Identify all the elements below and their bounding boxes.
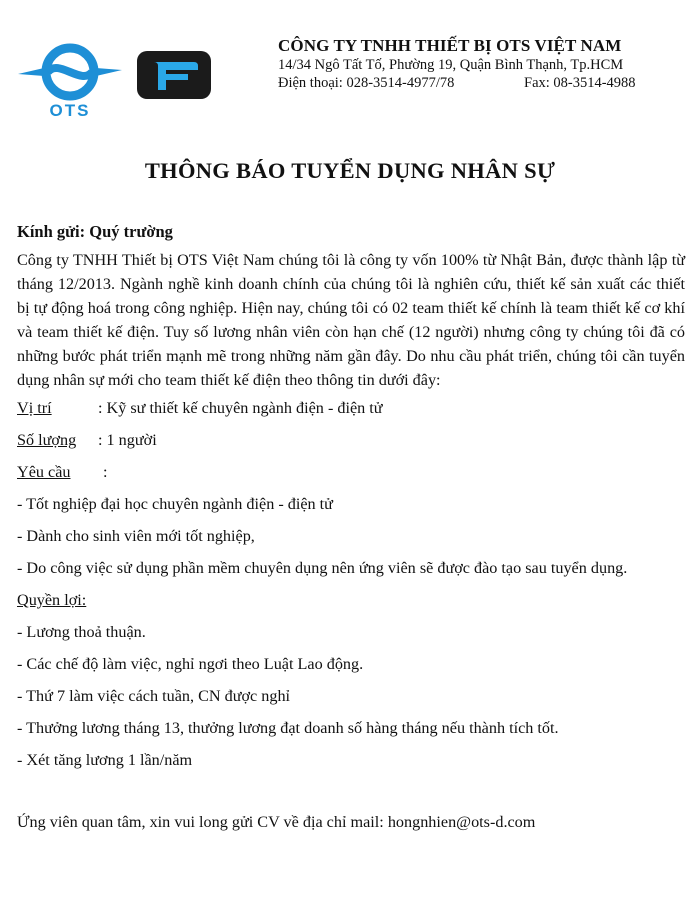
contact-line (278, 74, 678, 92)
benefit-item: - Lương thoả thuận. (17, 623, 146, 641)
logo-group (14, 40, 214, 120)
ots-logo-text: OTS (49, 101, 91, 120)
requirement-item: - Do công việc sử dụng phần mềm chuyên dụng nên ứng viên sẽ được đào tạo sau tuyển dụng. (17, 559, 628, 577)
company-fax: Fax: 08-3514-4988 (524, 75, 636, 91)
intro-paragraph: Công ty TNHH Thiết bị OTS Việt Nam chúng tôi là công ty vốn 100% từ Nhật Bản, được thành lập từ tháng 12/2013. Ngành nghề kinh doanh chính của chúng tôi là nghiên cứu, thiết kế sản xuất các thiết bị tự động hoá trong công nghiệp. Hiện nay, chúng tôi có 02 team thiết kế chính là team thiết kế cơ khí và team thiết kế điện. Tuy số lương nhân viên còn hạn chế (12 người) nhưng công ty chúng tôi đã có những bước phát triển mạnh mẽ trong những năm gần đây. Do nhu cầu phát triển, chúng tôi cần tuyển dụng nhân sự mới cho team thiết kế điện theo thông tin dưới đây: (17, 251, 685, 389)
ots-logo (14, 40, 126, 120)
quantity-label: Số lượng (17, 431, 77, 449)
quantity-value: : 1 người (98, 431, 157, 449)
benefit-item: - Các chế độ làm việc, nghỉ ngơi theo Luật Lao động. (17, 655, 364, 673)
document-title: THÔNG BÁO TUYỂN DỤNG NHÂN SỰ (144, 158, 556, 183)
closing-contact: Ứng viên quan tâm, xin vui long gửi CV về địa chỉ mail: hongnhien@ots-d.com (17, 813, 536, 831)
requirement-item: - Dành cho sinh viên mới tốt nghiệp, (17, 527, 255, 545)
benefits-label: Quyền lợi: (17, 591, 87, 609)
requirement-item: - Tốt nghiệp đại học chuyên ngành điện - điện tử (17, 495, 333, 513)
company-phone: Điện thoại: 028-3514-4977/78 (278, 75, 455, 91)
position-label: Vị trí (17, 399, 52, 417)
requirements-label: Yêu cầu (17, 463, 71, 481)
greeting: Kính gửi: Quý trường (17, 222, 173, 241)
f-logo (136, 50, 212, 100)
company-address: 14/34 Ngô Tất Tố, Phường 19, Quận Bình Thạnh, Tp.HCM (278, 57, 624, 73)
benefit-item: - Thứ 7 làm việc cách tuần, CN được nghỉ (17, 687, 291, 705)
benefit-item: - Xét tăng lương 1 lần/năm (17, 751, 193, 769)
company-name: CÔNG TY TNHH THIẾT BỊ OTS VIỆT NAM (278, 36, 622, 55)
company-info (278, 36, 678, 92)
requirements-value: : (103, 463, 108, 481)
position-value: : Kỹ sư thiết kế chuyên ngành điện - điện tử (98, 399, 383, 417)
benefit-item: - Thưởng lương tháng 13, thưởng lương đạt doanh số hàng tháng nếu thành tích tốt. (17, 719, 559, 737)
